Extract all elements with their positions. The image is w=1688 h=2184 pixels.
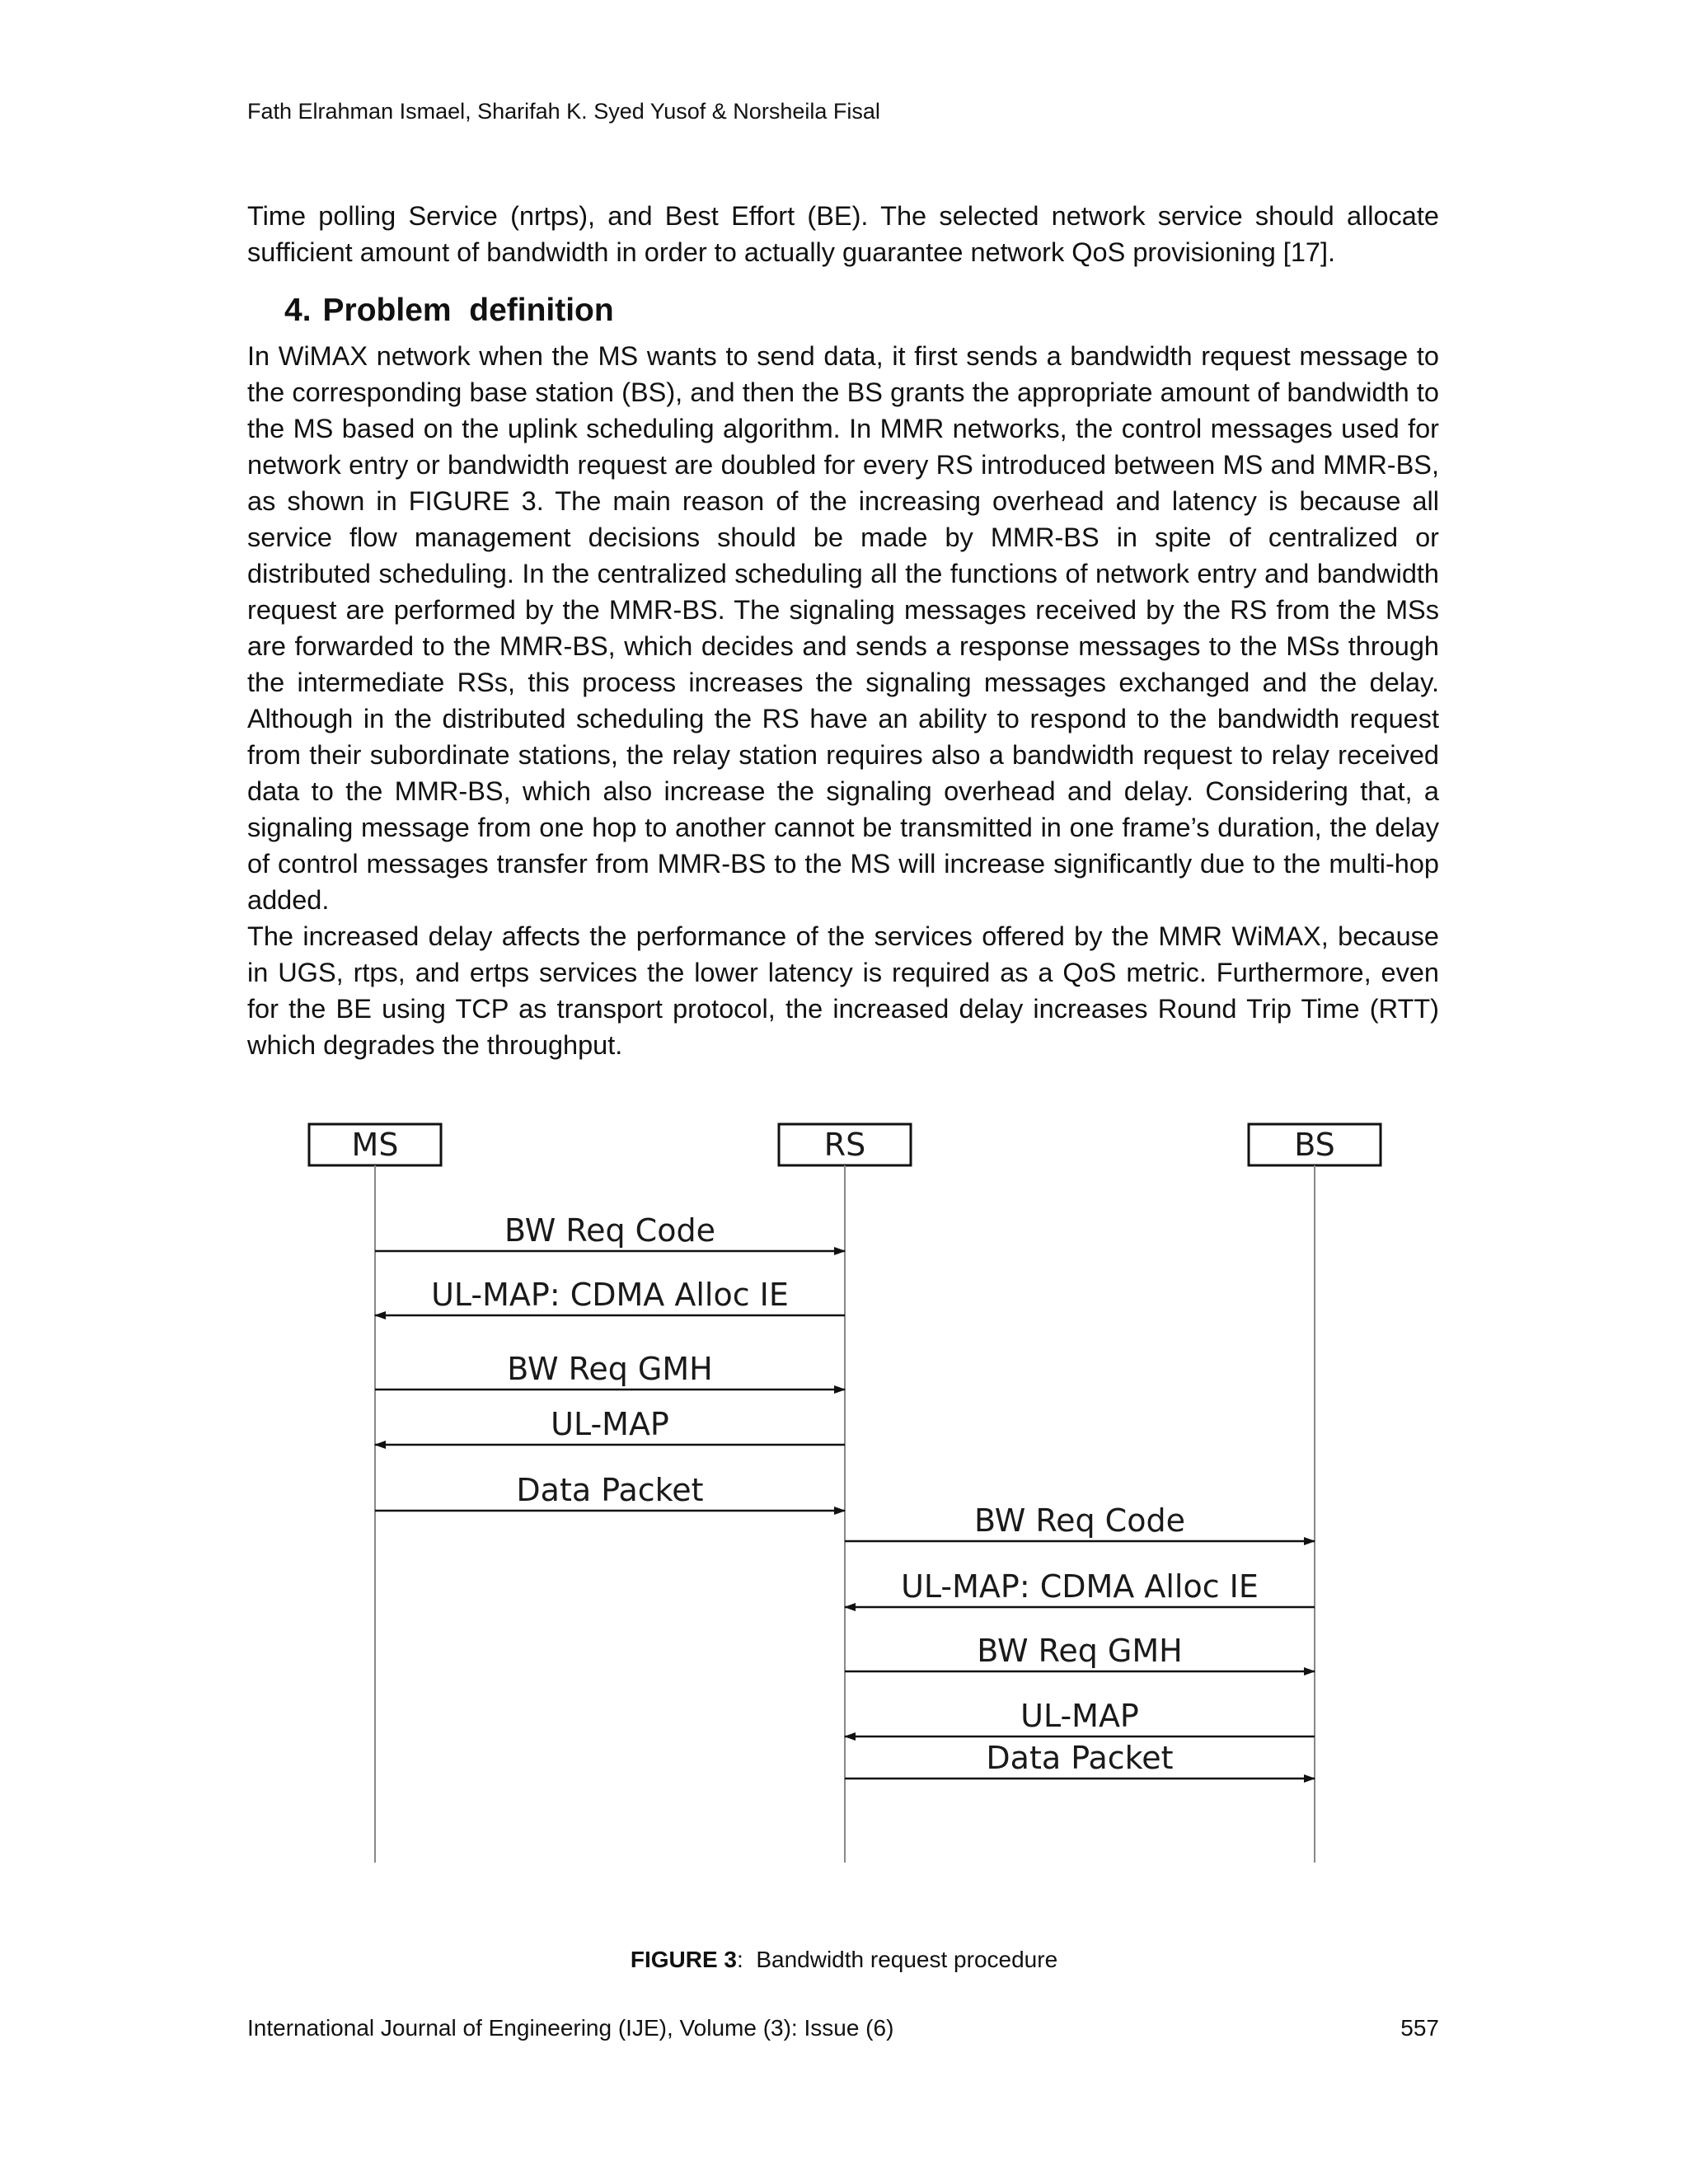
- paragraph: In WiMAX network when the MS wants to send data, it first sends a bandwidth request message to the corresponding base station (BS), and then the BS grants the appropriate amount of bandwidth to the MS based on the uplink scheduling algorithm. In MMR networks, the control messages used for network entry or bandwidth request are doubled for every RS introduced between MS and MMR-BS, as shown in FIGURE 3. The main reason of the increasing overhead and latency is because all service flow management decisions should be made by MMR-BS in spite of centralized or distributed scheduling. In the centralized scheduling all the functions of network entry and bandwidth request are performed by the MMR-BS. The signaling messages received by the RS from the MSs are forwarded to the MMR-BS, which decides and sends a response messages to the MSs through the intermediate RSs, this process increases the signaling messages exchanged and the delay. Although in the distributed scheduling the RS have an ability to respond to the bandwidth request from their subordinate stations, the relay station requires also a bandwidth request to relay received data to the MMR-BS, which also increase the signaling overhead and delay. Considering that, a signaling message from one hop to another cannot be transmitted in one frame’s duration, the delay of control messages transfer from MMR-BS to the MS will increase significantly due to the multi-hop added.: [247, 341, 1439, 915]
- message-label: BW Req GMH: [977, 1633, 1183, 1669]
- intro-paragraph: [247, 198, 1439, 270]
- message-4: [375, 1406, 845, 1445]
- message-label: BW Req GMH: [507, 1351, 713, 1387]
- message-label: UL-MAP: CDMA Alloc IE: [901, 1568, 1259, 1605]
- entity-label-bs: BS: [1294, 1127, 1335, 1163]
- message-3: [375, 1351, 845, 1390]
- section-title: Problem definition: [322, 293, 614, 328]
- message-9: [845, 1698, 1315, 1736]
- footer-journal: International Journal of Engineering (IJE), Volume (3): Issue (6): [247, 2015, 894, 2041]
- figure-caption-label: FIGURE 3: [630, 1947, 737, 1972]
- message-label: UL-MAP: [1020, 1698, 1139, 1734]
- message-label: UL-MAP: [551, 1406, 669, 1442]
- paragraph: The increased delay affects the performance of the services offered by the MMR WiMAX, because in UGS, rtps, and ertps services the lower latency is required as a QoS metric. Furthermore, even for the BE using TCP as transport protocol, the increased delay increases Round Trip Time (RTT) which degrades the throughput.: [247, 921, 1439, 1060]
- sequence-diagram-canvas: [297, 1113, 1409, 1912]
- message-label: Data Packet: [986, 1740, 1174, 1776]
- section-body: [247, 338, 1439, 1063]
- message-label: UL-MAP: CDMA Alloc IE: [431, 1277, 789, 1313]
- message-7: [845, 1568, 1315, 1607]
- entity-label-rs: RS: [823, 1127, 866, 1163]
- message-2: [375, 1277, 845, 1315]
- message-10: [845, 1740, 1315, 1779]
- section-heading: [284, 290, 614, 331]
- message-label: BW Req Code: [504, 1212, 715, 1249]
- message-label: Data Packet: [516, 1472, 704, 1508]
- message-1: [375, 1212, 845, 1251]
- figure-caption-separator: :: [737, 1947, 743, 1972]
- lifeline-rs: [779, 1124, 911, 1863]
- message-8: [845, 1633, 1315, 1671]
- figure-caption-text: Bandwidth request procedure: [756, 1947, 1058, 1972]
- sequence-diagram: [297, 1113, 1409, 1912]
- message-5: [375, 1472, 845, 1511]
- lifeline-bs: [1249, 1124, 1381, 1863]
- running-head-authors: Fath Elrahman Ismael, Sharifah K. Syed Yusof & Norsheila Fisal: [247, 99, 880, 124]
- figure-caption: [0, 1945, 1688, 1975]
- section-number: 4.: [284, 293, 312, 328]
- lifeline-ms: [309, 1124, 441, 1863]
- message-6: [845, 1502, 1315, 1541]
- message-label: BW Req Code: [974, 1502, 1185, 1539]
- paragraph: Time polling Service (nrtps), and Best Effort (BE). The selected network service should allocate sufficient amount of bandwidth in order to actually guarantee network QoS provisioning [17].: [247, 201, 1439, 267]
- footer-page-number: 557: [1400, 2015, 1439, 2041]
- entity-label-ms: MS: [351, 1127, 399, 1163]
